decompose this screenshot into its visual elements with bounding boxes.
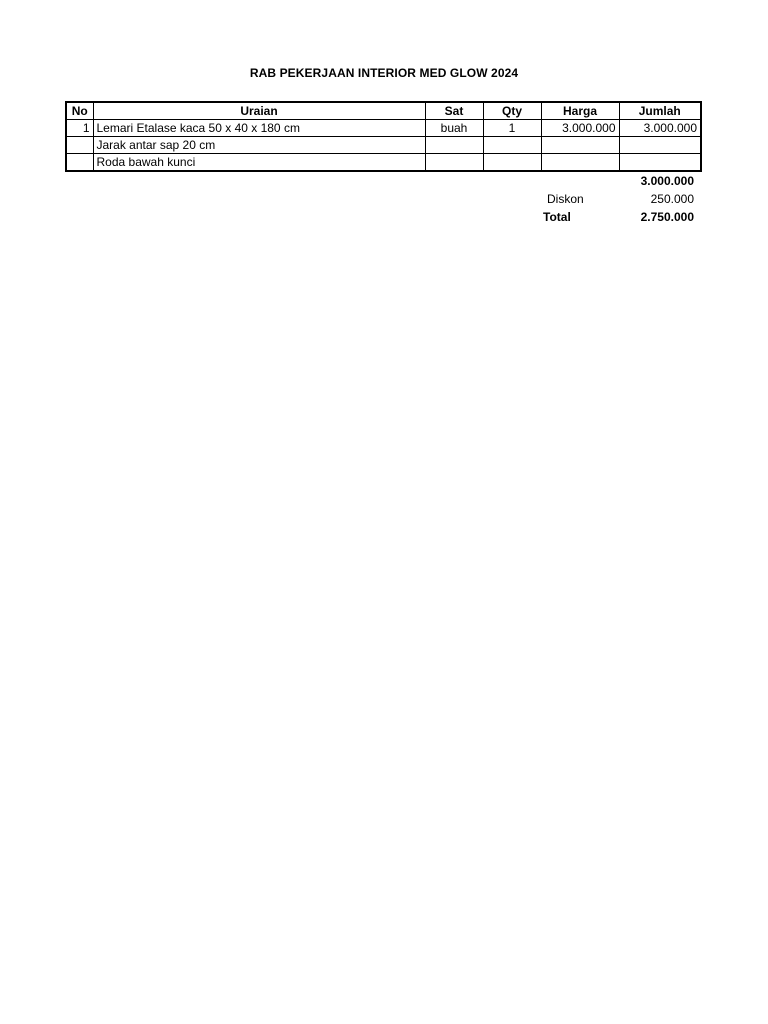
cell-description: Roda bawah kunci: [93, 154, 425, 172]
cell-no: [66, 154, 93, 172]
table-row: [66, 120, 701, 137]
rab-table: [65, 101, 702, 172]
cell-qty: [483, 137, 541, 154]
table-header-row: [66, 102, 701, 120]
header-price: Harga: [541, 102, 619, 120]
cell-unit: buah: [425, 120, 483, 137]
total-label: Total: [543, 210, 571, 224]
cell-unit: [425, 154, 483, 172]
subtotal-value: 3.000.000: [640, 174, 694, 188]
cell-amount: [619, 137, 701, 154]
table-row: [66, 154, 701, 172]
cell-no: [66, 137, 93, 154]
header-amount: Jumlah: [619, 102, 701, 120]
header-unit: Sat: [425, 102, 483, 120]
cell-description: Lemari Etalase kaca 50 x 40 x 180 cm: [93, 120, 425, 137]
discount-label: Diskon: [547, 192, 584, 206]
header-qty: Qty: [483, 102, 541, 120]
cell-qty: 1: [483, 120, 541, 137]
cell-price: 3.000.000: [541, 120, 619, 137]
cell-unit: [425, 137, 483, 154]
document-title: RAB PEKERJAAN INTERIOR MED GLOW 2024: [249, 66, 519, 80]
table-row: [66, 137, 701, 154]
header-description: Uraian: [93, 102, 425, 120]
cell-qty: [483, 154, 541, 172]
header-no: No: [66, 102, 93, 120]
discount-value: 250.000: [650, 192, 694, 206]
cell-price: [541, 137, 619, 154]
cell-price: [541, 154, 619, 172]
cell-amount: [619, 154, 701, 172]
cell-amount: 3.000.000: [619, 120, 701, 137]
cell-description: Jarak antar sap 20 cm: [93, 137, 425, 154]
cell-no: 1: [66, 120, 93, 137]
total-value: 2.750.000: [640, 210, 694, 224]
